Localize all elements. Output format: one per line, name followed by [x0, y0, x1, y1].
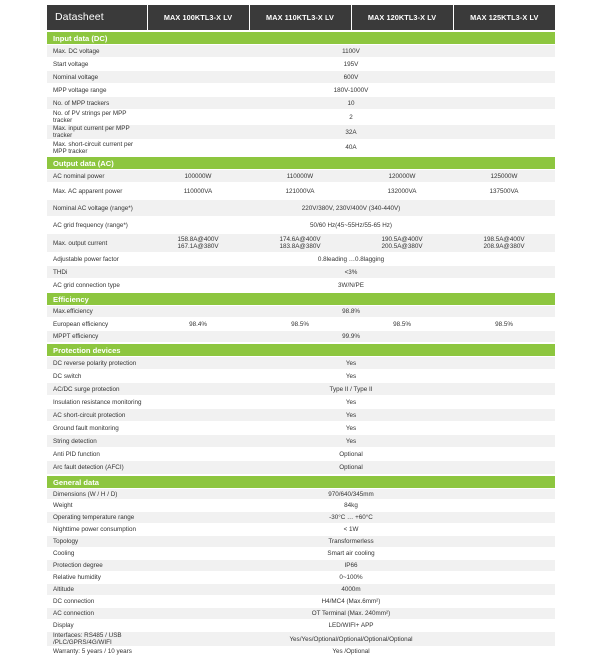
spec-label: Nominal AC voltage (range*)	[47, 200, 147, 217]
spec-value: < 1W	[147, 524, 555, 536]
spec-label: No. of MPP trackers	[47, 97, 147, 110]
spec-value: -30°C … +60°C	[147, 512, 555, 524]
spec-row	[47, 140, 555, 157]
spec-label: Nighttime power consumption	[47, 524, 147, 536]
spec-label: DC switch	[47, 370, 147, 383]
spec-row	[47, 279, 555, 293]
spec-label: DC reverse polarity protection	[47, 357, 147, 370]
model-header: MAX 100KTL3-X LV	[147, 5, 249, 31]
section-header	[47, 475, 555, 489]
spec-row	[47, 548, 555, 560]
spec-value: 125000W	[453, 170, 555, 183]
spec-value: 970/640/345mm	[147, 489, 555, 500]
spec-row	[47, 331, 555, 344]
spec-label: Max. short-circuit current per MPP tracker	[47, 140, 147, 157]
spec-row	[47, 500, 555, 512]
spec-value: 0.8leading …0.8lagging	[147, 253, 555, 266]
spec-value: 198.5A@400V 208.9A@380V	[453, 234, 555, 253]
spec-value: 600V	[147, 71, 555, 84]
spec-value: 158.8A@400V 167.1A@380V	[147, 234, 249, 253]
section-header	[47, 31, 555, 45]
spec-value: H4/MC4 (Max.6mm²)	[147, 596, 555, 608]
spec-label: Start voltage	[47, 58, 147, 71]
spec-label: Max. DC voltage	[47, 45, 147, 58]
spec-value: Yes	[147, 422, 555, 435]
spec-value: 32A	[147, 125, 555, 140]
section-header	[47, 292, 555, 306]
spec-label: Max.efficiency	[47, 306, 147, 318]
spec-row	[47, 422, 555, 435]
spec-value: 98.5%	[453, 318, 555, 331]
spec-value: 195V	[147, 58, 555, 71]
spec-label: Dimensions (W / H / D)	[47, 489, 147, 500]
spec-value: 121000VA	[249, 183, 351, 200]
spec-label: Insulation resistance monitoring	[47, 396, 147, 409]
spec-label: Anti PID function	[47, 448, 147, 461]
spec-row	[47, 383, 555, 396]
spec-row	[47, 318, 555, 331]
section-title: General data	[47, 475, 555, 489]
spec-row	[47, 620, 555, 632]
spec-label: European efficiency	[47, 318, 147, 331]
spec-label: AC grid frequency (range*)	[47, 217, 147, 234]
spec-value: 120000W	[351, 170, 453, 183]
spec-value: Yes	[147, 409, 555, 422]
spec-row	[47, 357, 555, 370]
spec-value: Yes /Optional	[147, 647, 555, 656]
spec-row	[47, 71, 555, 84]
spec-label: THDi	[47, 266, 147, 279]
spec-row	[47, 647, 555, 656]
spec-row	[47, 632, 555, 647]
spec-label: Warranty: 5 years / 10 years	[47, 647, 147, 656]
spec-value: LED/WIFI+ APP	[147, 620, 555, 632]
spec-row	[47, 536, 555, 548]
spec-label: AC short-circuit protection	[47, 409, 147, 422]
spec-label: Altitude	[47, 584, 147, 596]
spec-value: 40A	[147, 140, 555, 157]
spec-value: 98.5%	[351, 318, 453, 331]
spec-row	[47, 461, 555, 476]
spec-row	[47, 170, 555, 183]
spec-row	[47, 435, 555, 448]
spec-label: Ground fault monitoring	[47, 422, 147, 435]
spec-label: MPP voltage range	[47, 84, 147, 97]
header-row	[47, 5, 555, 31]
spec-label: AC nominal power	[47, 170, 147, 183]
spec-row	[47, 45, 555, 58]
spec-value: Yes	[147, 435, 555, 448]
spec-row	[47, 512, 555, 524]
spec-row	[47, 596, 555, 608]
section-header	[47, 156, 555, 170]
spec-value: Smart air cooling	[147, 548, 555, 560]
spec-label: Nominal voltage	[47, 71, 147, 84]
model-header: MAX 120KTL3-X LV	[351, 5, 453, 31]
spec-row	[47, 125, 555, 140]
spec-value: Yes	[147, 357, 555, 370]
spec-value: 110000VA	[147, 183, 249, 200]
spec-value: 132000VA	[351, 183, 453, 200]
spec-value: Yes	[147, 396, 555, 409]
spec-label: Weight	[47, 500, 147, 512]
spec-row	[47, 217, 555, 234]
spec-value: 100000W	[147, 170, 249, 183]
spec-value: OT Terminal (Max. 240mm²)	[147, 608, 555, 620]
spec-value: 98.8%	[147, 306, 555, 318]
spec-value: 2	[147, 110, 555, 125]
spec-row	[47, 396, 555, 409]
spec-value: 3W/N/PE	[147, 279, 555, 293]
spec-label: AC/DC surge protection	[47, 383, 147, 396]
spec-value: Transformerless	[147, 536, 555, 548]
spec-label: Max. output current	[47, 234, 147, 253]
spec-label: Relative humidity	[47, 572, 147, 584]
spec-value: Yes	[147, 370, 555, 383]
section-title: Protection devices	[47, 343, 555, 357]
section-header	[47, 343, 555, 357]
spec-row	[47, 200, 555, 217]
spec-value: 4000m	[147, 584, 555, 596]
spec-value: 50/60 Hz(45~55Hz/55-65 Hz)	[147, 217, 555, 234]
spec-label: AC connection	[47, 608, 147, 620]
spec-row	[47, 608, 555, 620]
section-title: Input data (DC)	[47, 31, 555, 45]
spec-value: 137500VA	[453, 183, 555, 200]
spec-row	[47, 110, 555, 125]
spec-label: Arc fault detection (AFCI)	[47, 461, 147, 476]
spec-value: 190.5A@400V 200.5A@380V	[351, 234, 453, 253]
spec-label: No. of PV strings per MPP tracker	[47, 110, 147, 125]
section-title: Efficiency	[47, 292, 555, 306]
spec-label: Topology	[47, 536, 147, 548]
spec-row	[47, 97, 555, 110]
spec-label: String detection	[47, 435, 147, 448]
spec-value: 98.4%	[147, 318, 249, 331]
spec-value: 174.6A@400V 183.8A@380V	[249, 234, 351, 253]
spec-value: Type II / Type II	[147, 383, 555, 396]
spec-value: 0~100%	[147, 572, 555, 584]
spec-row	[47, 58, 555, 71]
spec-value: 10	[147, 97, 555, 110]
section-title: Output data (AC)	[47, 156, 555, 170]
spec-value: 98.5%	[249, 318, 351, 331]
spec-label: Display	[47, 620, 147, 632]
datasheet-table	[47, 5, 555, 656]
spec-label: Interfaces: RS485 / USB /PLC/GPRS/4G/WIFI	[47, 632, 147, 647]
spec-row	[47, 253, 555, 266]
spec-label: Adjustable power factor	[47, 253, 147, 266]
spec-label: Cooling	[47, 548, 147, 560]
spec-value: <3%	[147, 266, 555, 279]
spec-row	[47, 524, 555, 536]
spec-value: 110000W	[249, 170, 351, 183]
spec-label: DC connection	[47, 596, 147, 608]
spec-value: 99.9%	[147, 331, 555, 344]
spec-value: Yes/Yes/Optional/Optional/Optional/Optional	[147, 632, 555, 647]
spec-value: IP66	[147, 560, 555, 572]
spec-row	[47, 183, 555, 200]
spec-label: Operating temperature range	[47, 512, 147, 524]
spec-row	[47, 234, 555, 253]
spec-row	[47, 370, 555, 383]
spec-value: Optional	[147, 448, 555, 461]
spec-value: 84kg	[147, 500, 555, 512]
model-header: MAX 110KTL3-X LV	[249, 5, 351, 31]
spec-row	[47, 560, 555, 572]
spec-label: AC grid connection type	[47, 279, 147, 293]
spec-row	[47, 84, 555, 97]
spec-label: Protection degree	[47, 560, 147, 572]
spec-label: Max. AC apparent power	[47, 183, 147, 200]
spec-value: 1100V	[147, 45, 555, 58]
datasheet-body	[47, 31, 555, 656]
spec-row	[47, 489, 555, 500]
spec-row	[47, 306, 555, 318]
datasheet-title: Datasheet	[47, 5, 147, 31]
spec-row	[47, 584, 555, 596]
spec-row	[47, 572, 555, 584]
spec-row	[47, 448, 555, 461]
spec-row	[47, 266, 555, 279]
spec-label: MPPT efficiency	[47, 331, 147, 344]
spec-label: Max. input current per MPP tracker	[47, 125, 147, 140]
spec-value: 220V/380V, 230V/400V (340-440V)	[147, 200, 555, 217]
datasheet	[47, 5, 555, 656]
spec-value: 180V-1000V	[147, 84, 555, 97]
spec-row	[47, 409, 555, 422]
spec-value: Optional	[147, 461, 555, 476]
model-header: MAX 125KTL3-X LV	[453, 5, 555, 31]
